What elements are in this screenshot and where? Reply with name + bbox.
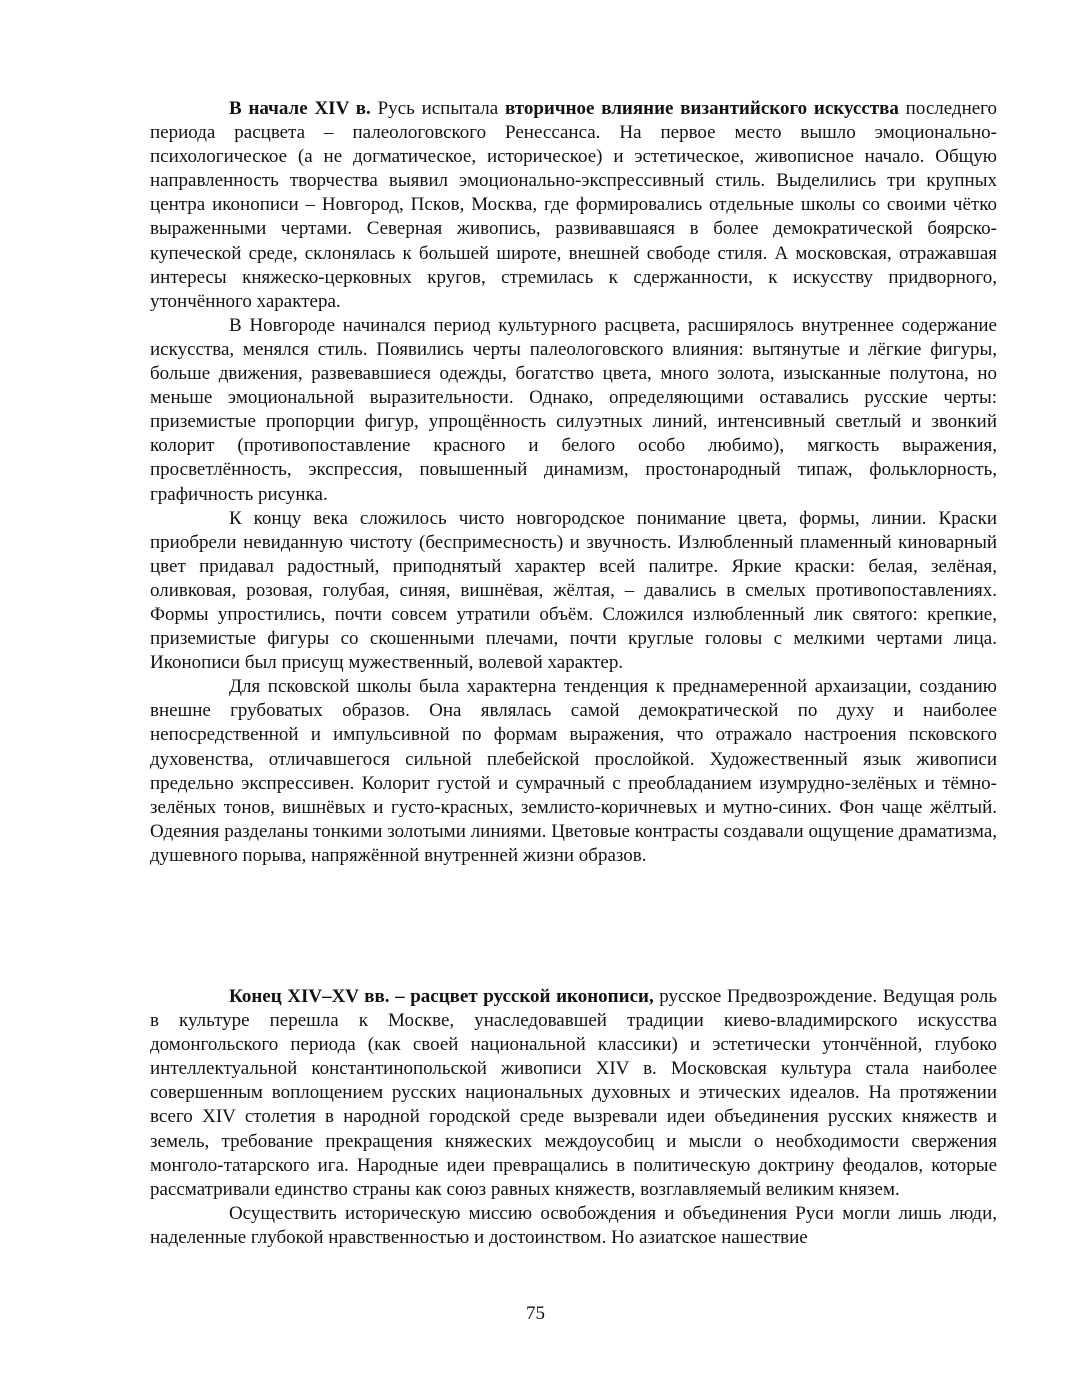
paragraph: Осуществить историческую миссию освобождения и объединения Руси могли лишь люди, наделенные глубокой нравственностью и достоинством. Но азиатское нашествие (150, 1202, 997, 1248)
lead-heading: Конец XIV–XV вв. – расцвет русской иконописи, (229, 986, 654, 1007)
page-number: 75 (526, 1303, 545, 1324)
paragraph-text: русское Предвозрождение. Ведущая роль в культуре перешла к Москве, унаследовавшей традиции киево-владимирского искусства домонгольского периода (как своей национальной классики) и эстетически утончённой, глубоко интеллектуальной константинопольской живописи XIV в. Московская культура стала наиболее совершенным воплощением русских национальных духовных и этических идеалов. На протяжении всего XIV столетия в народной городской среде вызревали идеи объединения русских княжеств и земель, требование прекращения княжеских междоусобиц и мысли о необходимости свержения монголо-татарского ига. Народные идеи превращались в политическую доктрину феодалов, которые рассматривали единство страны как союз равных княжеств, возглавляемый великим князем. (150, 986, 997, 1200)
paragraph (150, 97, 997, 314)
section-palaeologan-influence (150, 97, 997, 868)
lead-heading: В начале XIV в. (229, 98, 371, 119)
section-icon-painting-flourishing (150, 985, 997, 1250)
emphasis-text: вторичное влияние византийского искусства (504, 98, 899, 119)
paragraph-text: последнего периода расцвета – палеологовского Ренессанса. На первое место вышло эмоционально-психологическое (а не догматическое, историческое) и эстетическое, живописное начало. Общую направленность творчества выявил эмоционально-экспрессивный стиль. Выделились три крупных центра иконописи – Новгород, Псков, Москва, где формировались отдельные школы со своими чётко выраженными чертами. Северная живопись, развивавшаяся в более демократической боярско-купеческой среде, склонялась к большей широте, внешней свободе стиля. А московская, отражавшая интересы княжеско-церковных кругов, стремилась к сдержанности, к искусству придворного, утончённого характера. (150, 98, 997, 312)
paragraph: К концу века сложилось чисто новгородское понимание цвета, формы, линии. Краски приобрели невиданную чистоту (беспримесность) и звучность. Излюбленный пламенный киноварный цвет придавал радостный, приподнятый характер всей палитре. Яркие краски: белая, зелёная, оливковая, розовая, голубая, синяя, вишнёвая, жёлтая, – давались в смелых противопоставлениях. Формы упростились, почти совсем утратили объём. Сложился излюбленный лик святого: крепкие, приземистые фигуры со скошенными плечами, почти круглые головы с мелкими чертами лица. Иконописи был присущ мужественный, волевой характер. (150, 507, 997, 674)
paragraph: В Новгороде начинался период культурного расцвета, расширялось внутреннее содержание искусства, менялся стиль. Появились черты палеологовского влияния: вытянутые и лёгкие фигуры, больше движения, развевавшиеся одежды, богатство цвета, много золота, изысканные полутона, но меньше эмоциональной выразительности. Однако, определяющими оставались русские черты: приземистые пропорции фигур, упрощённость силуэтных линий, интенсивный светлый и звонкий колорит (противопоставление красного и белого особо любимо), мягкость выражения, просветлённость, экспрессия, повышенный динамизм, простонародный типаж, фольклорность, графичность рисунка. (150, 314, 997, 505)
paragraph: Для псковской школы была характерна тенденция к преднамеренной архаизации, созданию внешне грубоватых образов. Она являлась самой демократической по духу и наиболее непосредственной и импульсивной по формам выражения, что отражало настроения псковского духовенства, отличавшегося сильной плебейской прослойкой. Художественный язык живописи предельно экспрессивен. Колорит густой и сумрачный с преобладанием изумрудно-зелёных и тёмно-зелёных тонов, вишнёвых и густо-красных, землисто-коричневых и мутно-синих. Фон чаще жёлтый. Одеяния разделаны тонкими золотыми линиями. Цветовые контрасты создавали ощущение драматизма, душевного порыва, напряжённой внутренней жизни образов. (150, 676, 997, 866)
paragraph (150, 985, 997, 1202)
paragraph-text: Русь испытала (370, 98, 505, 119)
